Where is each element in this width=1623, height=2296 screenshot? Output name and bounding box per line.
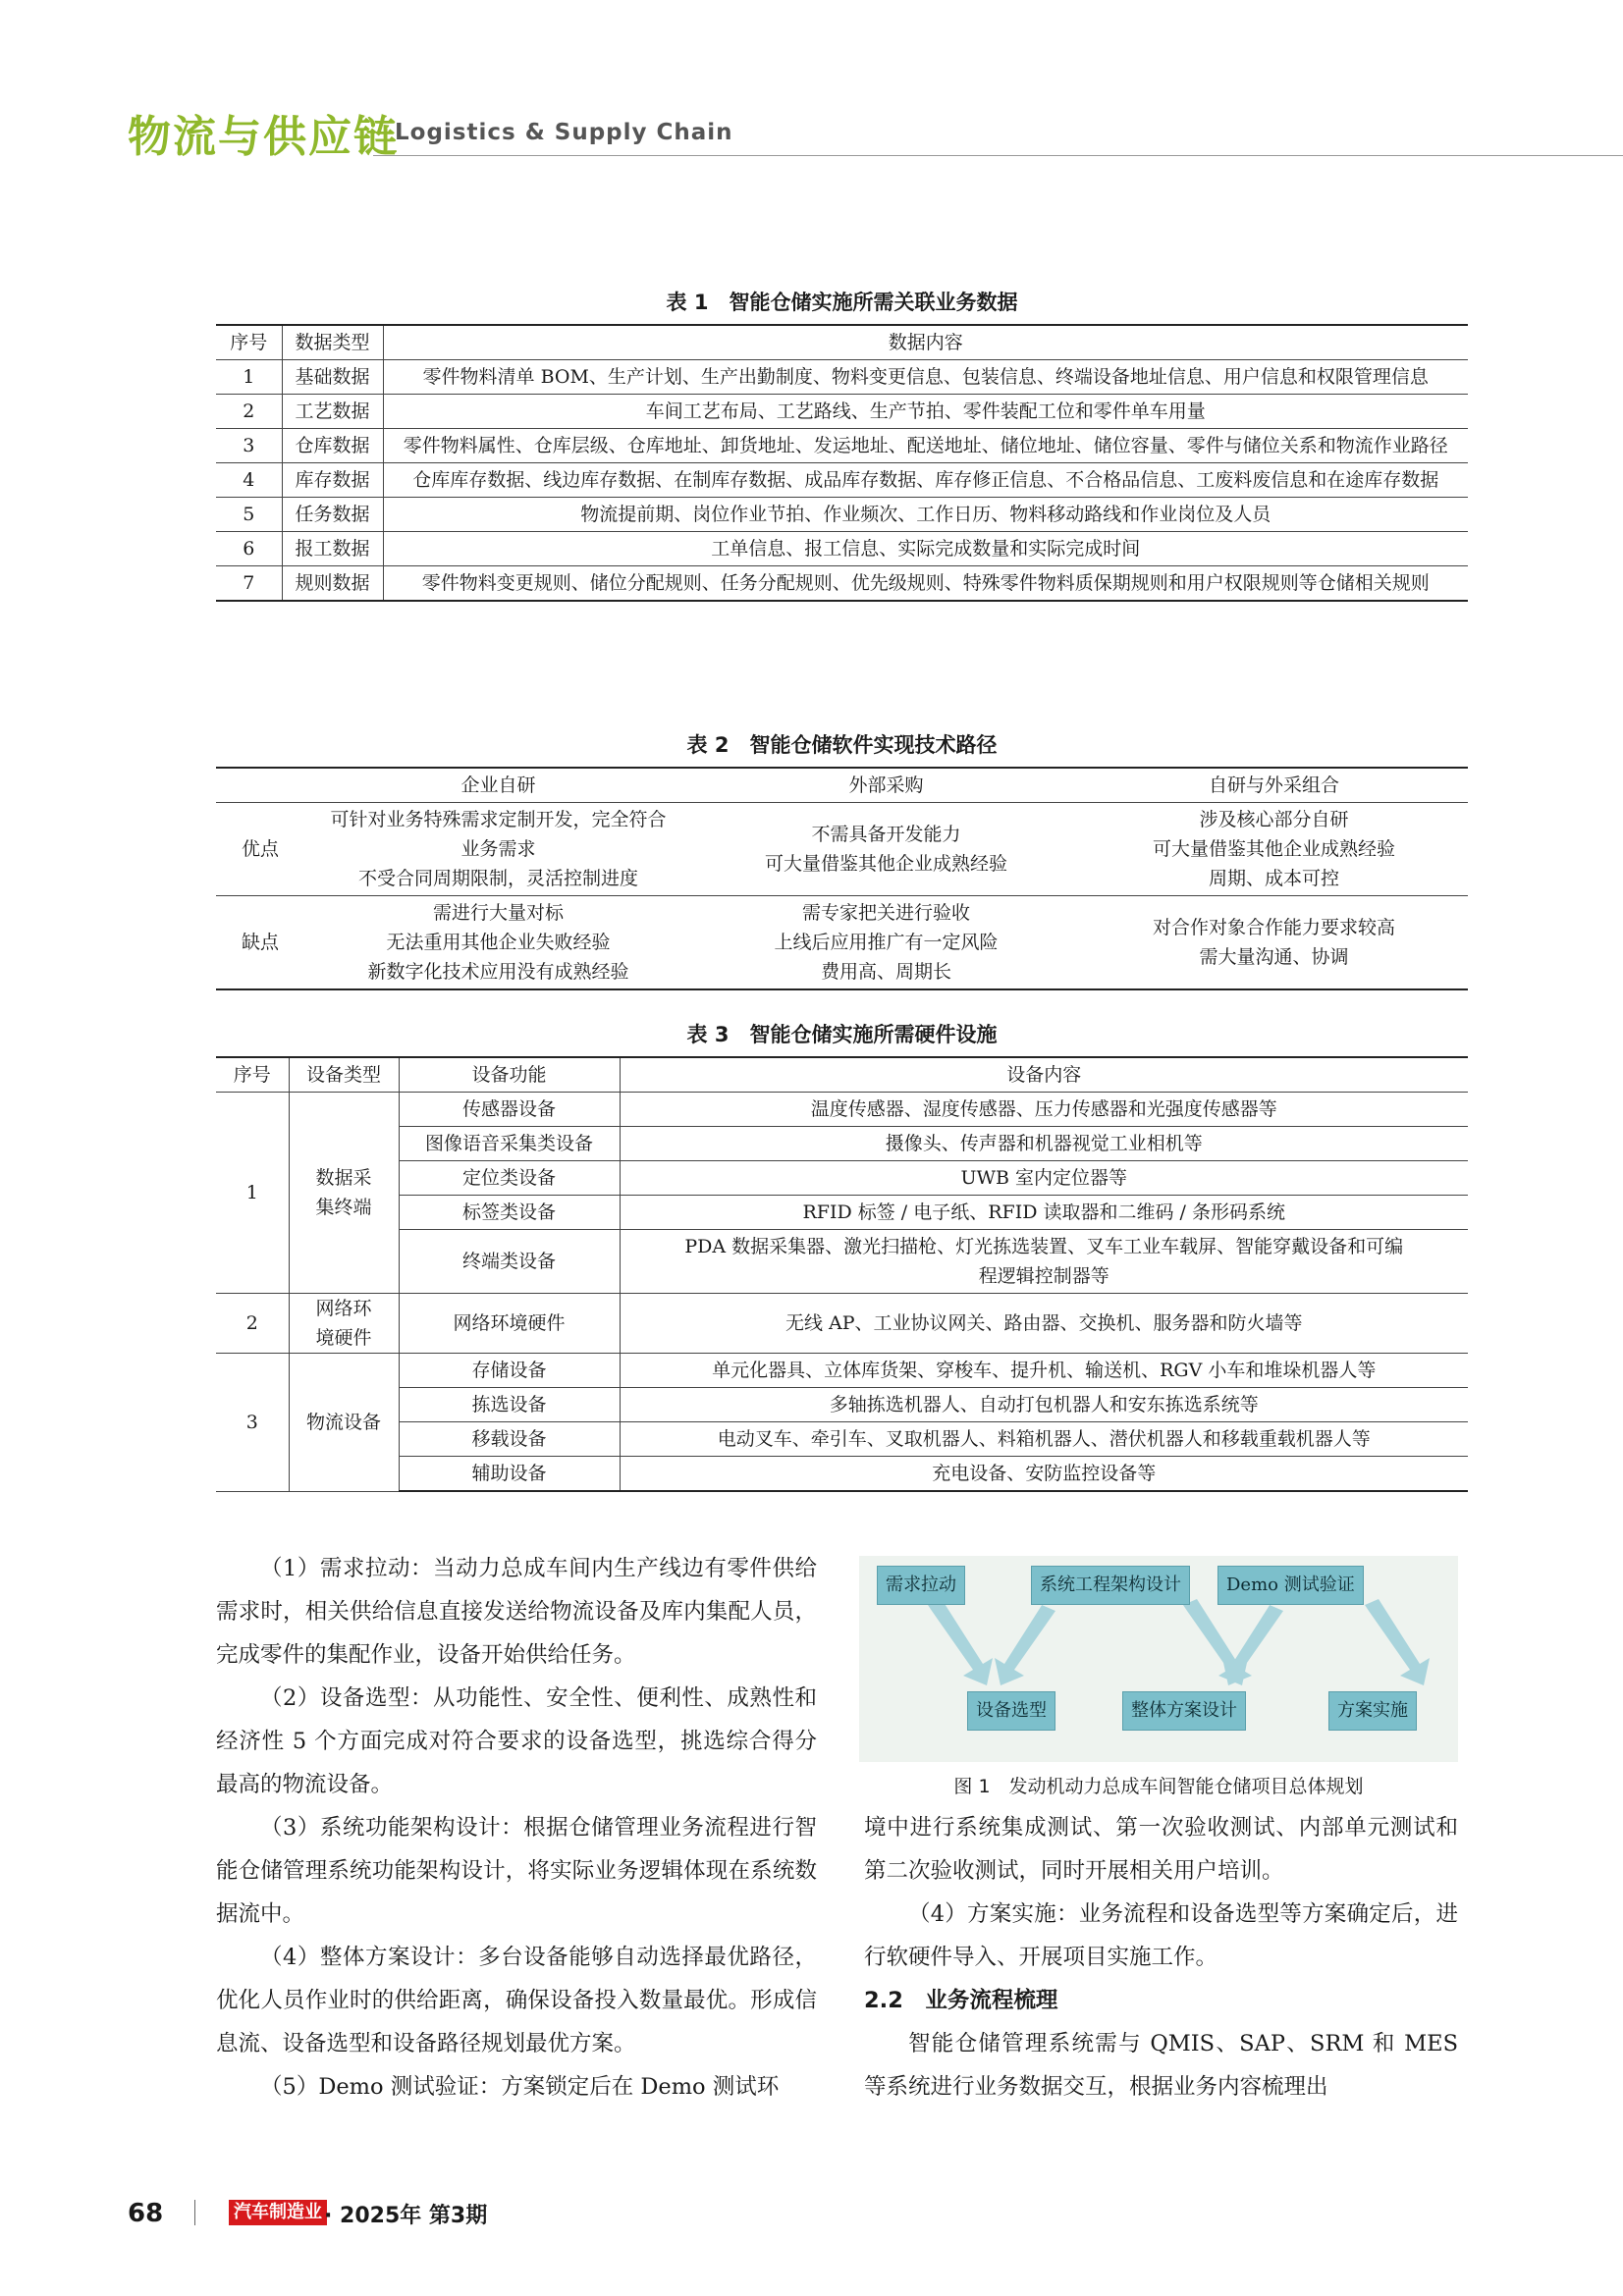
cell-line: 不需具备开发能力 — [811, 824, 961, 845]
cell: 5 — [216, 498, 282, 532]
table-header-row — [216, 325, 1468, 360]
table2-caption: 表 2 智能仓储软件实现技术路径 — [686, 733, 998, 757]
header-cell: 设备类型 — [289, 1057, 399, 1093]
cell-line: 需专家把关进行验收 — [801, 902, 970, 924]
cell: 仓库数据 — [282, 429, 383, 463]
flow-node-equip-select: 设备选型 — [967, 1691, 1055, 1731]
cell-line: 对合作对象合作能力要求较高 — [1152, 917, 1395, 938]
cell: PDA 数据采集器、激光扫描枪、灯光拣选装置、叉车工业车载屏、智能穿戴设备和可编程逻辑控制器等 — [620, 1230, 1468, 1294]
cell: 充电设备、安防监控设备等 — [620, 1457, 1468, 1492]
cell: 拣选设备 — [399, 1388, 620, 1422]
flow-node-arch-design: 系统工程架构设计 — [1031, 1566, 1190, 1605]
table-row — [216, 429, 1468, 463]
cell: 网络环境硬件 — [399, 1294, 620, 1354]
journal-section-title: 物流与供应链 — [128, 112, 399, 162]
table-row — [216, 566, 1468, 602]
header-cell: 数据内容 — [888, 332, 963, 353]
cell: 移载设备 — [399, 1422, 620, 1457]
cell: 摄像头、传声器和机器视觉工业相机等 — [620, 1127, 1468, 1161]
cell-line: 可针对业务特殊需求定制开发，完全符合 — [330, 809, 667, 830]
table-row — [216, 360, 1468, 395]
cell: 仓库库存数据、线边库存数据、在制库存数据、成品库存数据、库存修正信息、不合格品信息、工废料废信息和在途库存数据 — [412, 469, 1439, 491]
issue-info: · 2025年 第3期 — [324, 2204, 488, 2228]
cell-line: 可大量借鉴其他企业成熟经验 — [1152, 838, 1395, 860]
cell — [1080, 803, 1468, 896]
table-row — [216, 1457, 1468, 1492]
cell: 物流设备 — [289, 1354, 399, 1492]
cell-line: 周期、成本可控 — [1208, 868, 1339, 889]
cell: 多轴拣选机器人、自动打包机器人和安东拣选系统等 — [620, 1388, 1468, 1422]
table-row — [216, 1161, 1468, 1196]
cell: 基础数据 — [282, 360, 383, 395]
right-column-text — [864, 1806, 1458, 2109]
cell: 零件物料变更规则、储位分配规则、任务分配规则、优先级规则、特殊零件物料质保期规则和用户权限规则等仓储相关规则 — [421, 572, 1430, 594]
header-cell: 企业自研 — [460, 774, 536, 796]
table-row — [216, 1230, 1468, 1294]
table2 — [216, 767, 1468, 990]
cell-line: 可大量借鉴其他企业成熟经验 — [764, 853, 1007, 875]
flow-node-demo-test: Demo 测试验证 — [1217, 1566, 1364, 1605]
table-row — [216, 803, 1468, 896]
cell: 车间工艺布局、工艺路线、生产节拍、零件装配工位和零件单车用量 — [645, 400, 1206, 422]
figure-1-caption: 图 1 发动机动力总成车间智能仓储项目总体规划 — [953, 1776, 1364, 1797]
cell: 零件物料属性、仓库层级、仓库地址、卸货地址、发运地址、配送地址、储位地址、储位容量、零件与储位关系和物流作业路径 — [403, 435, 1448, 456]
header-cell: 设备功能 — [399, 1057, 620, 1093]
cell: 任务数据 — [282, 498, 383, 532]
table-row — [216, 896, 1468, 990]
cell-line: 费用高、周期长 — [820, 961, 951, 983]
figure-1-flowchart — [859, 1556, 1458, 1762]
header-cell: 数据类型 — [282, 325, 383, 360]
row-label: 缺点 — [241, 932, 279, 953]
cell: 存储设备 — [399, 1354, 620, 1388]
cell: 1 — [216, 1093, 289, 1294]
flow-node-implementation: 方案实施 — [1328, 1691, 1417, 1731]
cell-line: 需大量沟通、协调 — [1199, 946, 1349, 968]
cell — [692, 896, 1080, 990]
cell-line: 上线后应用推广有一定风险 — [774, 932, 999, 953]
cell: 辅助设备 — [399, 1457, 620, 1492]
table1-caption: 表 1 智能仓储实施所需关联业务数据 — [666, 291, 1018, 314]
table3 — [216, 1056, 1468, 1492]
header-cell: 外部采购 — [848, 774, 924, 796]
left-column-text — [216, 1547, 817, 2109]
table-row — [216, 1294, 1468, 1354]
flow-node-demand: 需求拉动 — [877, 1566, 965, 1605]
cell — [304, 896, 692, 990]
cell: 工艺数据 — [282, 395, 383, 429]
table-row — [216, 1354, 1468, 1388]
cell: UWB 室内定位器等 — [620, 1161, 1468, 1196]
cell: 单元化器具、立体库货架、穿梭车、提升机、输送机、RGV 小车和堆垛机器人等 — [620, 1354, 1468, 1388]
paragraph: （4）方案实施：业务流程和设备选型等方案确定后，进行软硬件导入、开展项目实施工作。 — [864, 1901, 1458, 1970]
cell — [692, 803, 1080, 896]
cell: 图像语音采集类设备 — [399, 1127, 620, 1161]
page-number: 68 — [128, 2199, 164, 2228]
cell — [1080, 896, 1468, 990]
arrow-icon — [928, 1599, 993, 1685]
cell: 库存数据 — [282, 463, 383, 498]
paragraph: （3）系统功能架构设计：根据仓储管理业务流程进行智能仓储管理系统功能架构设计，将实际业务逻辑体现在系统数据流中。 — [216, 1815, 817, 1927]
paragraph: （1）需求拉动：当动力总成车间内生产线边有零件供给需求时，相关供给信息直接发送给物流设备及库内集配人员，完成零件的集配作业，设备开始供给任务。 — [216, 1556, 817, 1668]
cell: 3 — [216, 429, 282, 463]
cell-line: 无法重用其他企业失败经验 — [386, 932, 611, 953]
header-cell: 设备内容 — [620, 1057, 1468, 1093]
table-row — [216, 1127, 1468, 1161]
cell: 2 — [216, 1294, 289, 1354]
cell: 网络环境硬件 — [289, 1294, 399, 1354]
paragraph: 境中进行系统集成测试、第一次验收测试、内部单元测试和第二次验收测试，同时开展相关用户培训。 — [864, 1815, 1458, 1884]
cell: 数据采集终端 — [289, 1093, 399, 1294]
header-cell: 自研与外采组合 — [1208, 774, 1339, 796]
arrow-icon — [1365, 1599, 1430, 1685]
cell-line: 需进行大量对标 — [432, 902, 564, 924]
header-cell — [216, 768, 304, 803]
header-cell: 序号 — [216, 325, 282, 360]
flow-node-overall-design: 整体方案设计 — [1122, 1691, 1246, 1731]
arrow-icon — [1222, 1599, 1283, 1685]
paragraph: （4）整体方案设计：多台设备能够自动选择最优路径，优化人员作业时的供给距离，确保设备投入数量最优。形成信息流、设备选型和设备路径规划最优方案。 — [216, 1945, 817, 2056]
journal-section-title-en: Logistics & Supply Chain — [395, 120, 733, 145]
cell: 无线 AP、工业协议网关、路由器、交换机、服务器和防火墙等 — [620, 1294, 1468, 1354]
paragraph: 智能仓储管理系统需与 QMIS、SAP、SRM 和 MES 等系统进行业务数据交互，根据业务内容梳理出 — [864, 2031, 1458, 2100]
cell-line: 涉及核心部分自研 — [1199, 809, 1349, 830]
cell: 温度传感器、湿度传感器、压力传感器和光强度传感器等 — [620, 1093, 1468, 1127]
header-rule — [373, 155, 1623, 156]
table-row — [216, 463, 1468, 498]
table-row — [216, 1388, 1468, 1422]
table1 — [216, 324, 1468, 602]
paragraph: （2）设备选型：从功能性、安全性、便利性、成熟性和经济性 5 个方面完成对符合要求的设备选型，挑选综合得分最高的物流设备。 — [216, 1685, 817, 1797]
cell-line: 新数字化技术应用没有成熟经验 — [367, 961, 629, 983]
cell: 定位类设备 — [399, 1161, 620, 1196]
cell-line: 不受合同周期限制，灵活控制进度 — [357, 868, 638, 889]
cell: 电动叉车、牵引车、叉取机器人、料箱机器人、潜伏机器人和移载重载机器人等 — [620, 1422, 1468, 1457]
cell: 2 — [216, 395, 282, 429]
table-row — [216, 498, 1468, 532]
cell: 规则数据 — [282, 566, 383, 602]
cell: 3 — [216, 1354, 289, 1492]
table-row — [216, 1422, 1468, 1457]
table3-caption: 表 3 智能仓储实施所需硬件设施 — [686, 1023, 998, 1046]
cell: 6 — [216, 532, 282, 566]
cell: 4 — [216, 463, 282, 498]
section-heading: 2.2 业务流程梳理 — [864, 1988, 1058, 2013]
arrow-icon — [995, 1599, 1055, 1685]
paragraph: （5）Demo 测试验证：方案锁定后在 Demo 测试环 — [260, 2074, 780, 2100]
row-label: 优点 — [241, 838, 279, 860]
cell: 物流提前期、岗位作业节拍、作业频次、工作日历、物料移动路线和作业岗位及人员 — [580, 504, 1271, 525]
table-row — [216, 1093, 1468, 1127]
cell: 传感器设备 — [399, 1093, 620, 1127]
table-row — [216, 532, 1468, 566]
journal-logo: 汽车制造业 — [229, 2200, 327, 2225]
cell: 零件物料清单 BOM、生产计划、生产出勤制度、物料变更信息、包装信息、终端设备地址信息、用户信息和权限管理信息 — [422, 366, 1429, 388]
footer-divider — [194, 2200, 195, 2225]
cell — [304, 803, 692, 896]
cell: RFID 标签 / 电子纸、RFID 读取器和二维码 / 条形码系统 — [620, 1196, 1468, 1230]
cell: 标签类设备 — [399, 1196, 620, 1230]
table-header-row — [216, 1057, 1468, 1093]
header-cell: 序号 — [216, 1057, 289, 1093]
cell: 7 — [216, 566, 282, 602]
cell: 报工数据 — [282, 532, 383, 566]
cell: 工单信息、报工信息、实际完成数量和实际完成时间 — [711, 538, 1141, 560]
table-row — [216, 395, 1468, 429]
table-header-row — [216, 768, 1468, 803]
table-row — [216, 1196, 1468, 1230]
cell-line: 业务需求 — [460, 838, 536, 860]
cell: 终端类设备 — [399, 1230, 620, 1294]
cell: 1 — [216, 360, 282, 395]
